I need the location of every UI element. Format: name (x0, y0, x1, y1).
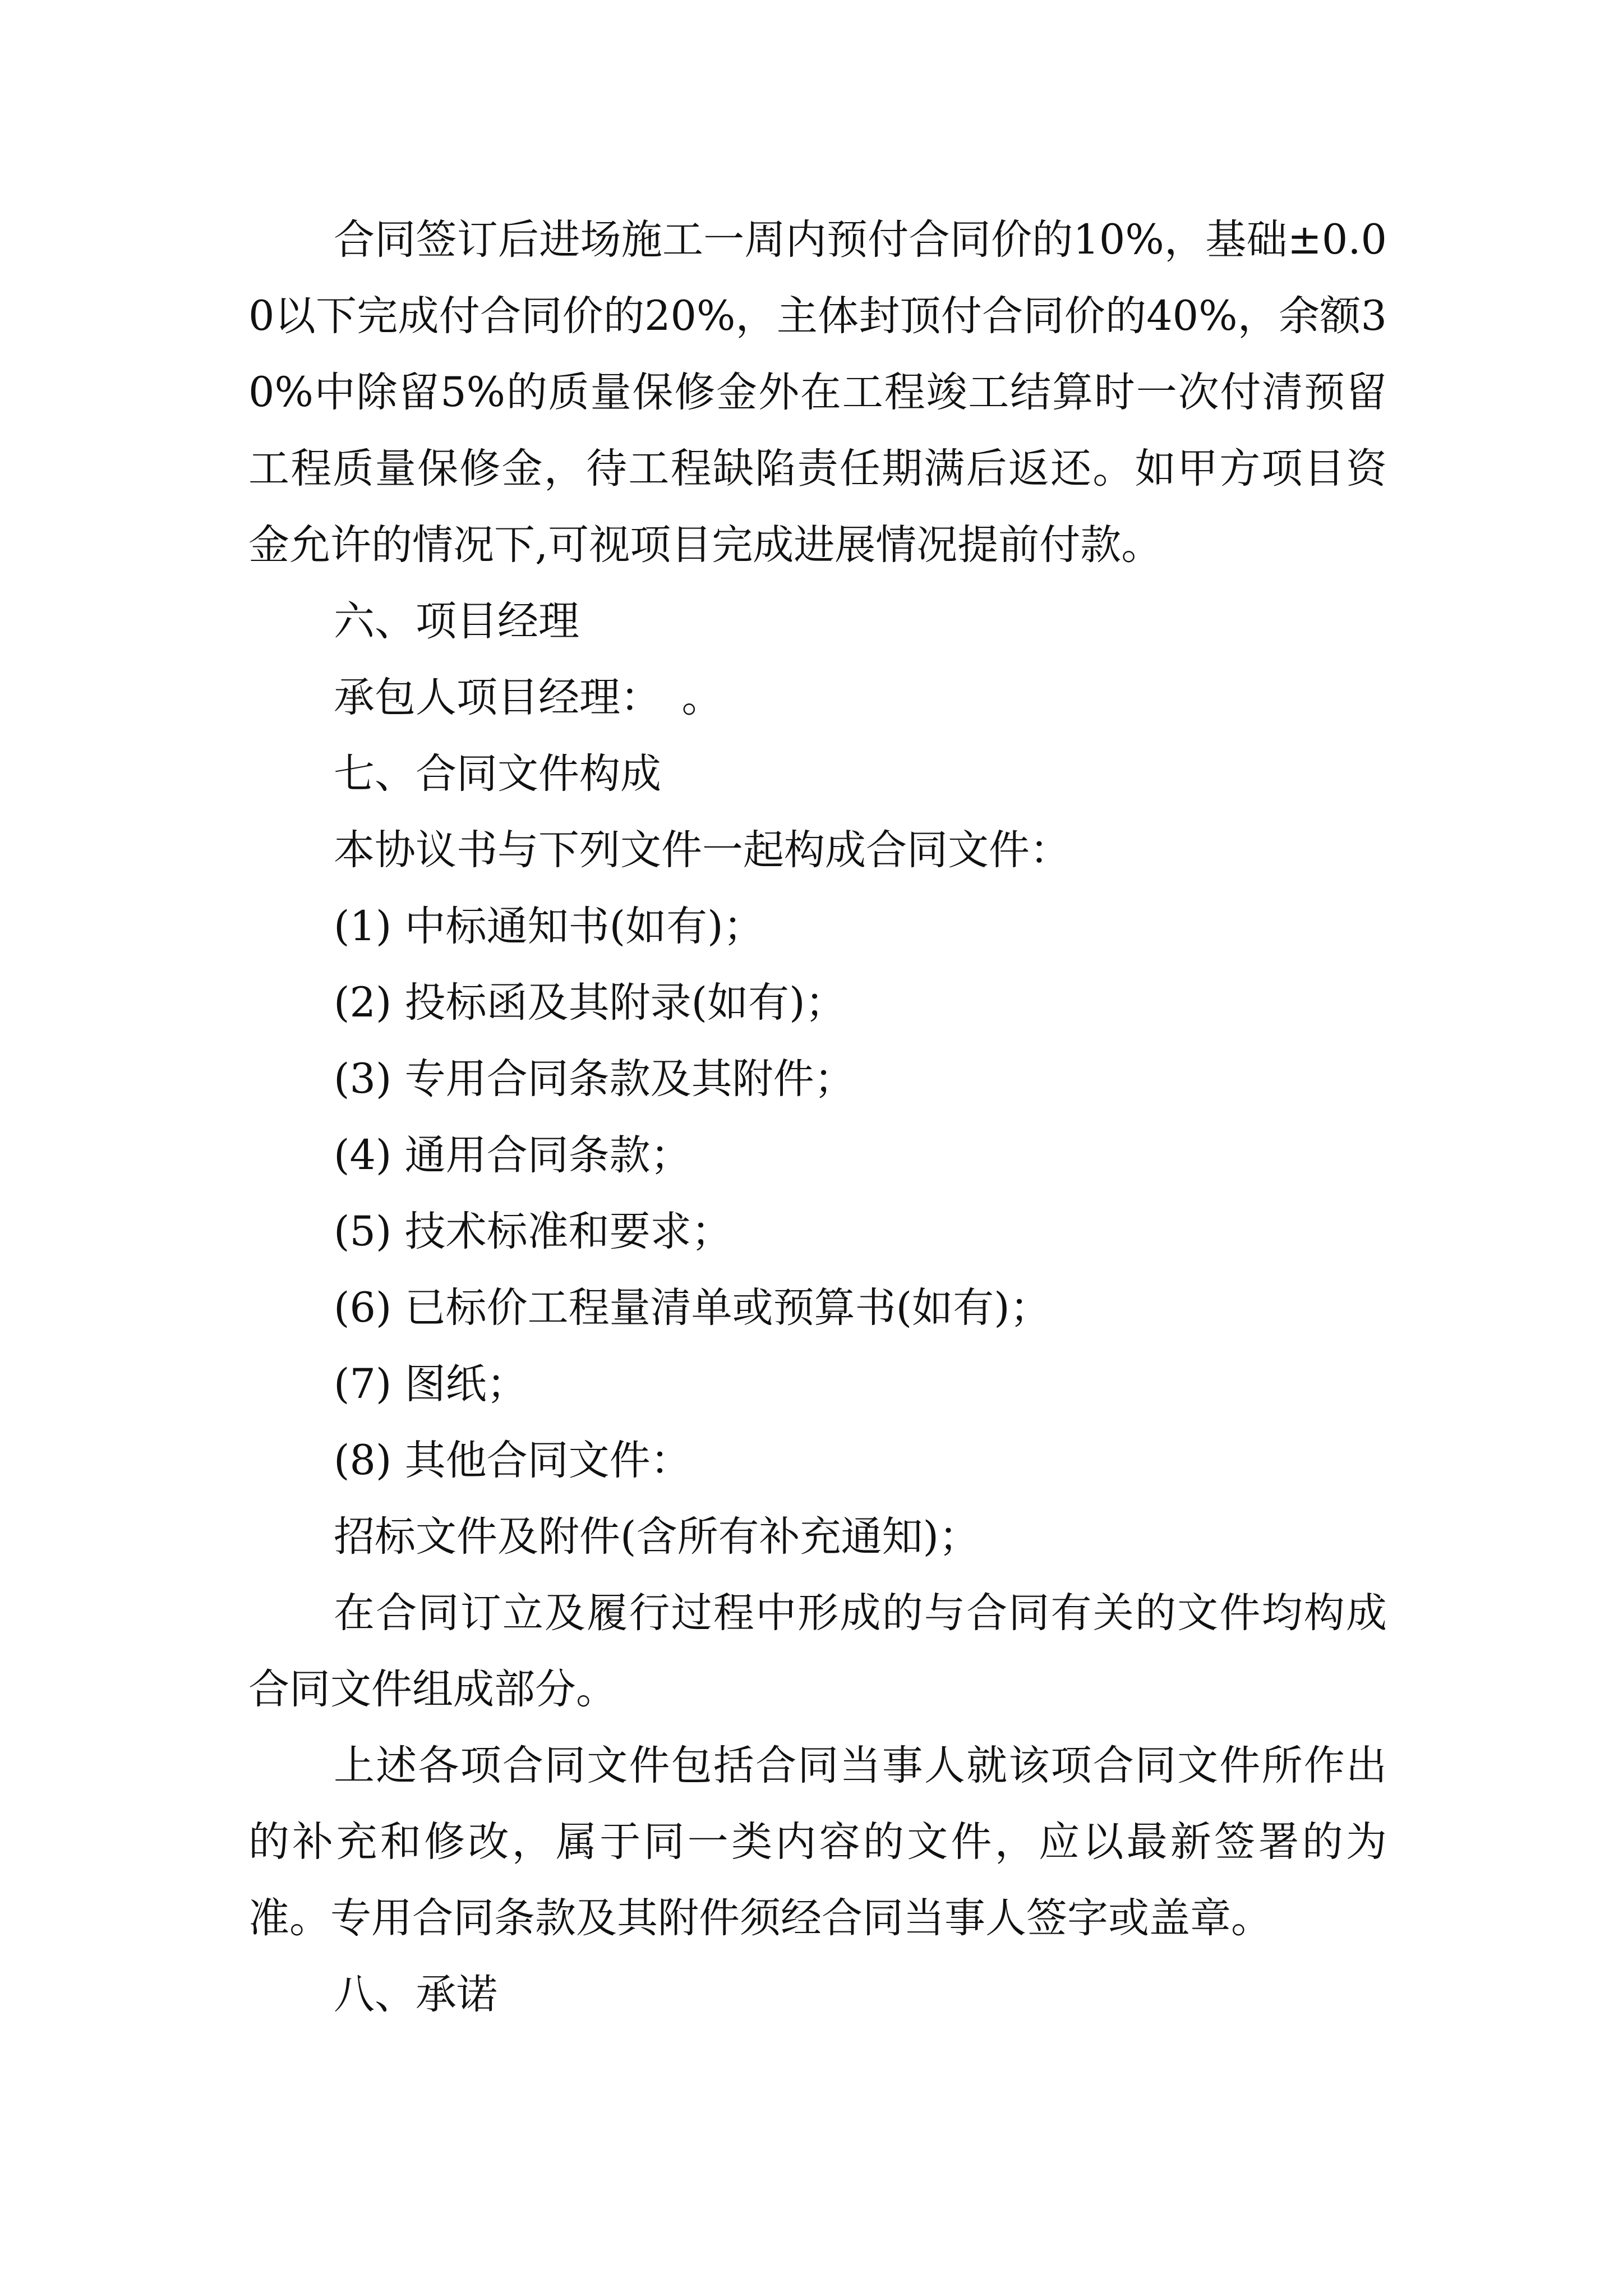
section-seven-heading: 七、合同文件构成 (334, 750, 661, 798)
document-list-item: (1) 中标通知书(如有)； (334, 903, 764, 950)
section-eight-heading: 八、承诺 (334, 1971, 497, 2018)
document-list-item: (7) 图纸； (334, 1360, 528, 1408)
section-six-heading: 六、项目经理 (334, 597, 579, 645)
document-list-item: (8) 其他合同文件： (334, 1437, 691, 1484)
documents-intro-line: 本协议书与下列文件一起构成合同文件： (334, 826, 1071, 874)
tender-documents-line: 招标文件及附件(含所有补充通知)； (334, 1513, 980, 1561)
document-list-item: (2) 投标函及其附录(如有)； (334, 979, 846, 1027)
payment-terms-paragraph: 合同签订后进场施工一周内预付合同价的10%，基础±0.00以下完成付合同价的20%，主体封顶付合同价的40%，余额30%中除留5%的质量保修金外在工程竣工结算时一次付清预留工程质量保修金，待工程缺陷责任期满后返还。如甲方项目资金允许的情况下,可视项目完成进展情况提前付款。 (248, 216, 1387, 569)
document-list-item: (5) 技术标准和要求； (334, 1208, 732, 1255)
contract-text-body (248, 202, 1387, 2033)
document-list-item: (4) 通用合同条款； (334, 1131, 691, 1179)
amendment-precedence-paragraph: 上述各项合同文件包括合同当事人就该项合同文件所作出的补充和修改，属于同一类内容的文件，应以最新签署的为准。专用合同条款及其附件须经合同当事人签字或盖章。 (248, 1742, 1387, 1942)
document-list-item: (6) 已标价工程量清单或预算书(如有)； (334, 1284, 1051, 1332)
document-formation-paragraph: 在合同订立及履行过程中形成的与合同有关的文件均构成合同文件组成部分。 (248, 1589, 1387, 1713)
document-list-item: (3) 专用合同条款及其附件； (334, 1055, 855, 1103)
project-manager-line: 承包人项目经理： 。 (334, 674, 723, 721)
